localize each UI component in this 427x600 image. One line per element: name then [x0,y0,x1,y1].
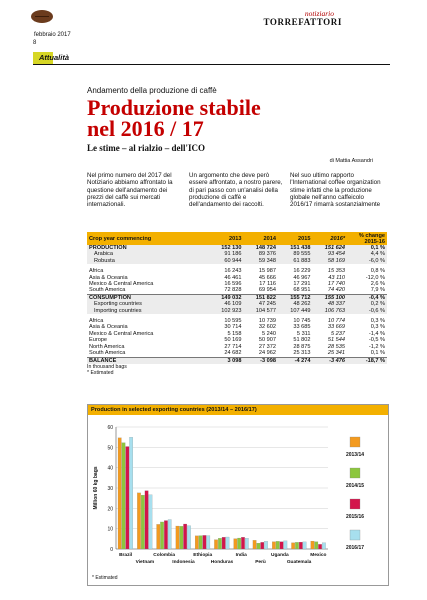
chart-bar [218,538,221,549]
row-value: 33 669 [327,324,345,331]
chart-bar [129,437,132,549]
section-label: Attualità [39,53,69,62]
row-value: 0,3 % [370,324,385,331]
column-line: prezzi del caffè sui mercati [87,193,161,201]
column-line: questione dell'andamento dei [87,186,168,194]
header-cell: % change 2015-16 [347,232,387,245]
table-body [87,245,387,364]
chart-bar [187,526,190,549]
chart-bar [137,493,140,549]
section-band [33,52,390,65]
article-title-line-2: nel 2016 / 17 [87,116,204,141]
column-line: essere affrontato, a nostro parere, [189,179,283,187]
article-title-line-1: Produzione stabile [87,95,261,120]
chart-bar [157,524,160,549]
row-value: 15 987 [258,268,276,275]
table-footnote-estimated: * Estimated [87,369,114,376]
chart-bar [311,541,314,549]
chart-title: Production in selected exporting countries (2013/14 – 2016/17) [91,407,257,413]
row-value: 33 685 [293,324,311,331]
row-value: 5 158 [227,330,242,337]
row-value: -4 274 [278,357,313,364]
row-value: 149 032 [209,294,244,301]
row-value: 27 372 [258,343,276,350]
row-value: 5 237 [331,330,345,337]
column-line: produzione di caffè e [189,193,247,201]
x-category-label: India [235,553,247,558]
chart-bar [284,541,287,549]
row-value: 24 962 [258,350,276,357]
column-line: stime infatti che la produzione [290,186,372,194]
row-label: Europe [89,337,108,344]
issue-date: febbraio 2017 [34,32,71,38]
x-category-label: Ethiopia [193,553,213,558]
row-value: 25 341 [327,350,345,357]
row-value: 0,1 % [370,350,385,357]
chart-bar [203,535,206,549]
chart-canvas [88,415,388,585]
brand-name: TORREFATTORI [263,17,342,27]
row-value: 5 240 [262,330,276,337]
row-value: 151 438 [278,245,313,251]
row-label: North America [89,343,125,350]
row-value: -3 476 [313,357,348,364]
chart-bar [176,526,179,549]
y-tick-label: 10 [107,526,113,533]
x-category-label: Guatemala [286,560,312,565]
y-tick-label: 60 [107,425,113,431]
table-header-row [87,232,387,245]
chart-bar [315,542,318,549]
row-value: 58 169 [313,258,348,264]
column-line: internazionali. [87,201,126,209]
row-value: 27 714 [224,343,242,350]
chart-bar [303,542,306,549]
row-value: 45 666 [258,274,276,281]
chart-bar [222,537,225,549]
chart-bar [168,520,171,549]
x-category-label: Vietnam [135,560,155,565]
row-value: 148 724 [244,245,279,251]
row-value: 48 337 [313,301,348,307]
row-value: 152 130 [209,245,244,251]
chart-bar [145,491,148,549]
row-label: BALANCE [87,357,209,364]
chart-bar [141,495,144,549]
chart-bar [160,522,163,549]
x-category-label: Indonesia [172,560,195,565]
column-line: Nel suo ultimo rapporto [290,172,354,179]
row-value: 28 875 [293,343,311,350]
row-value: 50 907 [258,337,276,344]
row-value: 16 243 [224,268,242,275]
row-value: -1,2 % [368,343,385,350]
row-value: 91 186 [209,251,244,257]
row-label: Arabica [87,251,209,257]
chart-bar [164,521,167,549]
row-value: 0,3 % [370,318,385,325]
chart-footnote: * Estimated [92,575,118,581]
row-label: Mexico & Central America [89,330,154,337]
page-number: 8 [33,40,37,46]
chart-bar [257,543,260,549]
row-value: 106 763 [313,308,348,314]
section-rule [33,64,390,65]
legend-swatch [350,530,360,540]
header-cell: 2013 [209,232,244,245]
production-chart [87,404,389,586]
row-value: 61 883 [278,258,313,264]
row-value: 43 110 [328,274,345,281]
row-value: 10 595 [224,318,242,325]
article-author: di Mattia Assandri [329,158,373,164]
row-value: 30 714 [224,324,242,331]
row-value: 17 116 [259,281,276,288]
table-row [87,308,387,314]
chart-bar [295,542,298,549]
row-value: 89 376 [244,251,279,257]
legend-label: 2014/15 [345,483,365,489]
column-line: 2016/17 rimarrà sostanzialmente [290,201,381,209]
row-value: 74 420 [327,287,345,294]
brand-subtitle: notiziario [304,9,334,18]
chart-bar [207,536,210,549]
row-value: -0,6 % [347,308,387,314]
row-value: 69 954 [258,287,276,294]
y-tick-label: 0 [110,547,113,553]
row-label: Asia & Oceania [89,274,128,281]
row-value: 10 774 [327,318,345,325]
row-value: 48 262 [278,301,313,307]
legend-label: 2013/14 [345,452,365,458]
chart-bar [234,539,237,549]
row-value: 25 313 [293,350,311,357]
chart-bar [214,540,217,549]
row-value: 3 098 [209,357,244,364]
row-value: -18,7 % [347,357,387,364]
article-title [87,97,347,139]
y-axis-label: Million 60 kg bags [93,466,99,510]
header-cell: 2015 [278,232,313,245]
row-value: 107 449 [278,308,313,314]
text-column-2 [189,172,289,208]
row-label: CONSUMPTION [87,294,209,301]
row-value: -6,0 % [347,258,387,264]
row-value: 10 739 [258,318,276,325]
row-value: 46 461 [224,274,242,281]
x-category-label: Honduras [210,560,234,565]
row-value: 0,2 % [347,301,387,307]
row-value: 28 535 [327,343,345,350]
chart-bar [318,544,321,549]
row-value: 17 740 [327,281,345,288]
row-value: 151 624 [313,245,348,251]
row-value: 51 802 [293,337,311,344]
text-column-3 [290,172,405,208]
chart-bar [261,542,264,549]
y-tick-label: 30 [107,486,113,492]
chart-bar [122,443,125,549]
text-column-1 [87,172,182,208]
row-label: Africa [89,318,104,325]
chart-bar [322,543,325,549]
x-category-label: Brazil [119,553,133,558]
row-value: 46 109 [209,301,244,307]
chart-bar [272,542,275,549]
row-value: 72 828 [224,287,242,294]
row-value: 68 951 [293,287,311,294]
column-line: globale nell'anno caffeicolo [290,193,364,201]
column-line: l'International coffee organization [290,179,381,187]
row-label: PRODUCTION [87,245,209,251]
row-value: 60 944 [209,258,244,264]
chart-bar [180,526,183,549]
row-label: Importing countries [87,308,209,314]
table-row [87,357,387,364]
row-value: 89 555 [278,251,313,257]
row-value: 17 291 [293,281,311,288]
row-value: -0,5 % [368,337,385,344]
row-value: 102 923 [209,308,244,314]
legend-label: 2015/16 [345,514,365,520]
row-value: 10 745 [293,318,311,325]
chart-bar [253,540,256,549]
row-value: 0,8 % [370,268,385,275]
coffee-bean-groove [35,16,49,17]
chart-bar [118,438,121,549]
chart-bar [149,495,152,549]
row-value: 46 967 [293,274,311,281]
row-value: 151 822 [244,294,279,301]
row-value: 155 100 [313,294,348,301]
chart-bar [245,538,248,549]
row-value: 7,9 % [370,287,385,294]
row-value: -1,4 % [368,330,385,337]
row-value: 4,4 % [347,251,387,257]
row-value: 51 544 [327,337,345,344]
legend-swatch [350,499,360,509]
row-value: -3 098 [244,357,279,364]
row-value: 5 311 [296,330,311,337]
x-category-label: Uganda [271,553,289,558]
table-footnote-unit: In thousand bags [87,363,127,370]
row-label: South America [89,287,126,294]
legend-label: 2016/17 [345,545,365,551]
row-label: South America [89,350,126,357]
row-value: 155 712 [278,294,313,301]
column-line: Notiziario abbiamo affrontato la [87,179,173,187]
x-category-label: Perù [255,560,266,565]
table-row [87,287,387,294]
article-subtitle: Le stime – al rialzio – dell'ICO [87,143,205,153]
column-line: dell'andamento dei raccolti. [189,201,264,209]
column-line: Nel primo numero del 2017 del [87,172,172,179]
row-value: 16 596 [224,281,242,288]
table-row [87,301,387,307]
row-value: 93 454 [313,251,348,257]
row-value: 16 229 [293,268,311,275]
chart-bar [299,542,302,549]
row-label: Africa [89,268,104,275]
chart-bar [241,537,244,549]
chart-bar [183,524,186,549]
row-value: 32 602 [258,324,276,331]
chart-bar [226,537,229,549]
row-value: 2,6 % [370,281,385,288]
table-row [87,294,387,301]
row-label: Asia & Oceania [89,324,128,331]
row-value: 104 577 [244,308,279,314]
y-tick-label: 50 [107,445,113,452]
y-tick-label: 40 [107,465,113,472]
row-value: 24 682 [224,350,242,357]
production-table [87,232,387,364]
row-label: Mexico & Central America [89,281,154,288]
row-value: -0,4 % [347,294,387,301]
chart-bar [264,541,267,549]
table-row [87,350,387,357]
row-value: -12,0 % [365,274,385,281]
chart-bar [291,543,294,549]
row-label: Robusta [87,258,209,264]
chart-bar [199,536,202,549]
x-category-label: Mexico [310,553,327,558]
production-table-wrapper [87,232,387,376]
row-value: 47 245 [244,301,279,307]
row-value: 0,1 % [347,245,387,251]
column-line: di pari passo con un'analisi della [189,186,278,194]
column-line: Un argomento che deve però [189,172,270,179]
chart-bar [126,447,129,549]
header-cell: 2016* [313,232,348,245]
chart-title-band [88,405,388,415]
row-label: Exporting countries [87,301,209,307]
article-kicker: Andamento della produzione di caffè [87,86,217,95]
legend-swatch [350,437,360,447]
chart-bar [237,538,240,549]
chart-bar [195,536,198,549]
chart-bar [276,541,279,549]
x-category-label: Colombia [153,553,176,558]
chart-bar [280,542,283,549]
row-value: 59 348 [244,258,279,264]
row-value: 15 353 [327,268,345,275]
legend-swatch [350,468,360,478]
header-cell: Crop year commencing [87,232,209,245]
header-cell: 2014 [244,232,279,245]
y-tick-label: 20 [107,506,113,513]
row-value: 50 169 [224,337,242,344]
